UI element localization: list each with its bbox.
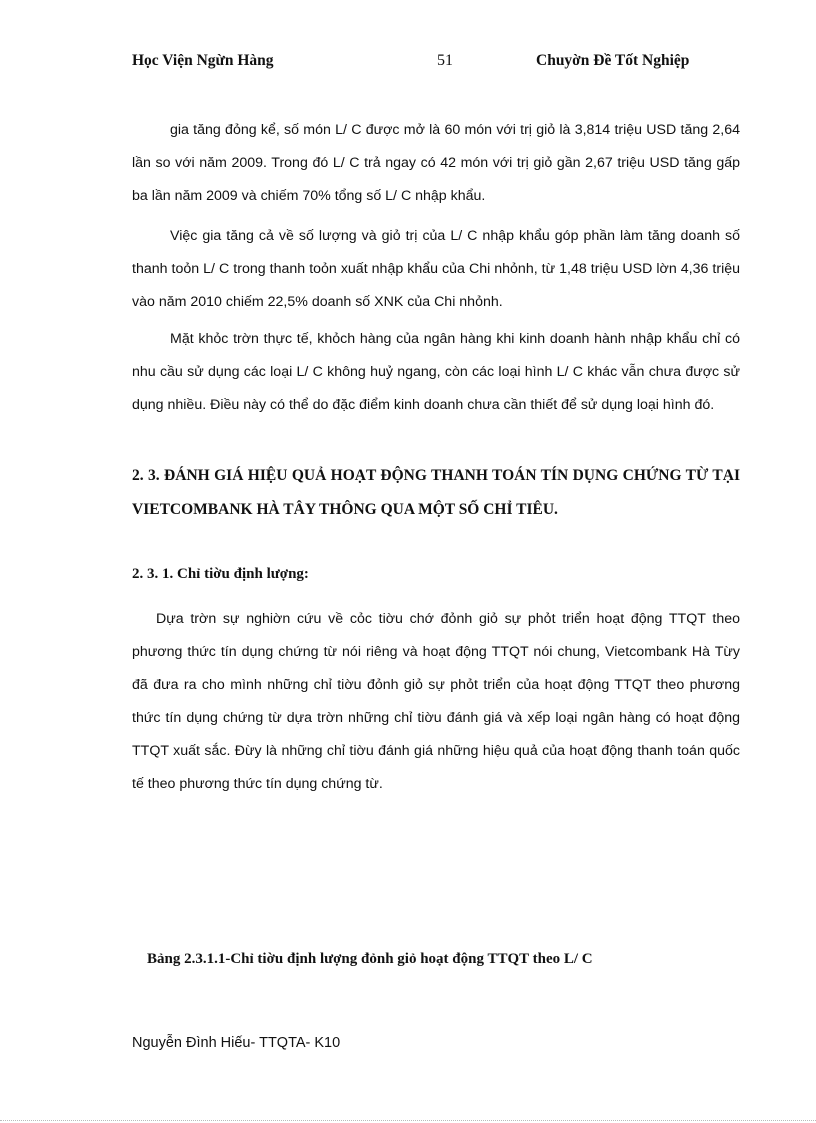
paragraph-lc-count: gia tăng đỏng kể, số món L/ C được mở là 60 món với trị giỏ là 3,814 triệu USD tăng 2,64 lần so với năm 2009. Trong đó L/ C trả ngay có 42 món với trị giỏ gần 2,67 triệu USD tăng gấp ba lần năm 2009 và chiếm 70% tổng số L/ C nhập khẩu. [132,122,740,204]
paragraph-lc-value: Việc gia tăng cả về số lượng và giỏ trị của L/ C nhập khẩu góp phần làm tăng doanh số thanh toỏn L/ C trong thanh toỏn xuất nhập khẩu của Chi nhỏnh, từ 1,48 triệu USD lờn 4,36 triệu vào năm 2010 chiếm 22,5% doanh số XNK của Chi nhỏnh. [132,228,740,310]
section-heading: 2. 3. ĐÁNH GIÁ HIỆU QUẢ HOẠT ĐỘNG THANH TOÁN TÍN DỤNG CHỨNG TỪ TẠI VIETCOMBANK HÀ TÂY THÔNG QUA MỘT SỐ CHỈ TIÊU. [132,467,740,518]
page-number: 51 [437,52,453,69]
subsection-heading: 2. 3. 1. Chỉ tiờu định lượng: [132,566,309,582]
paragraph-customer-needs: Mặt khỏc trờn thực tế, khỏch hàng của ngân hàng khi kinh doanh hành nhập khẩu chỉ có nhu cầu sử dụng các loại L/ C không huỷ ngang, còn các loại hình L/ C khác vẫn chưa được sử dụng nhiều. Điều này có thể do đặc điểm kinh doanh chưa cần thiết để sử dụng loại hình đó. [132,331,740,413]
header-thesis-type: Chuyờn Đề Tốt Nghiệp [536,52,690,69]
table-caption: Bảng 2.3.1.1-Chỉ tiờu định lượng đỏnh giỏ hoạt động TTQT theo L/ C [147,951,593,967]
header-institution: Học Viện Ngừn Hàng [132,52,274,69]
page-bottom-divider [0,1120,816,1121]
paragraph-criteria: Dựa trờn sự nghiờn cứu về cỏc tiờu chớ đỏnh giỏ sự phỏt triển hoạt động TTQT theo phương thức tín dụng chứng từ nói riêng và hoạt động TTQT nói chung, Vietcombank Hà Từy đã đưa ra cho mình những chỉ tiờu đỏnh giỏ sự phỏt triển của hoạt động TTQT theo phương thức tín dụng chứng từ dựa trờn những chỉ tiờu đánh giá và xếp loại ngân hàng có hoạt động TTQT xuất sắc. Đừy là những chỉ tiờu đánh giá những hiệu quả của hoạt động thanh toán quốc tế theo phương thức tín dụng chứng từ. [132,611,740,792]
footer-author: Nguyễn Đình Hiếu- TTQTA- K10 [132,1035,341,1051]
